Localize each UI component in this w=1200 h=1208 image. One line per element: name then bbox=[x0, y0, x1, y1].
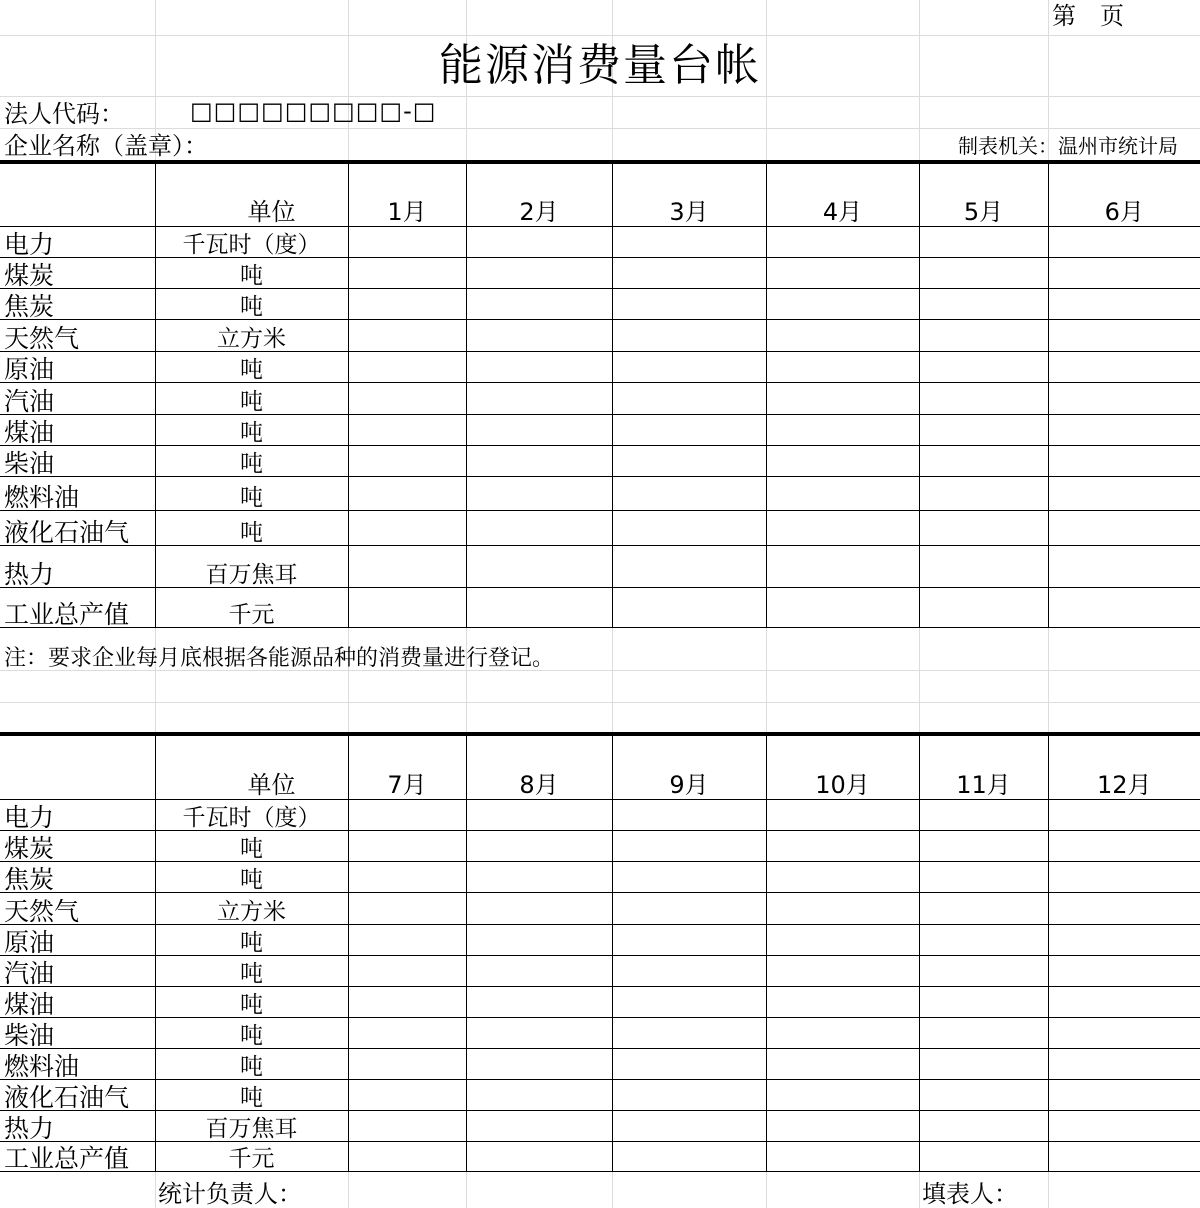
month-value-cell[interactable] bbox=[1048, 415, 1200, 446]
month-value-cell[interactable] bbox=[766, 511, 919, 546]
month-value-cell[interactable] bbox=[1048, 227, 1200, 258]
month-value-cell[interactable] bbox=[919, 588, 1048, 628]
month-value-cell[interactable] bbox=[766, 1018, 919, 1049]
unit-cell: 吨 bbox=[155, 289, 348, 320]
month-value-cell[interactable] bbox=[1048, 352, 1200, 383]
month-value-cell[interactable] bbox=[1048, 446, 1200, 477]
month-header: 7月 bbox=[348, 736, 466, 800]
energy-type-cell: 液化石油气 bbox=[0, 511, 155, 546]
table-row bbox=[0, 352, 1200, 383]
unit-cell: 百万焦耳 bbox=[155, 1111, 348, 1142]
table-row bbox=[0, 588, 1200, 628]
month-value-cell[interactable] bbox=[466, 415, 612, 446]
grid-line bbox=[0, 128, 1200, 129]
month-value-cell[interactable] bbox=[766, 893, 919, 925]
month-value-cell[interactable] bbox=[919, 352, 1048, 383]
month-value-cell[interactable] bbox=[612, 289, 766, 320]
month-value-cell[interactable] bbox=[466, 320, 612, 352]
month-value-cell[interactable] bbox=[612, 893, 766, 925]
month-value-cell[interactable] bbox=[919, 1111, 1048, 1142]
month-value-cell[interactable] bbox=[348, 956, 466, 987]
month-value-cell[interactable] bbox=[919, 511, 1048, 546]
month-header: 5月 bbox=[919, 164, 1048, 227]
month-header: 10月 bbox=[766, 736, 919, 800]
energy-type-cell: 柴油 bbox=[0, 1018, 155, 1049]
unit-column-header: 单位 bbox=[155, 736, 348, 800]
energy-type-cell: 热力 bbox=[0, 546, 155, 588]
month-value-cell[interactable] bbox=[1048, 1018, 1200, 1049]
month-value-cell[interactable] bbox=[612, 352, 766, 383]
month-value-cell[interactable] bbox=[466, 258, 612, 289]
table-row bbox=[0, 546, 1200, 588]
month-value-cell[interactable] bbox=[766, 446, 919, 477]
month-value-cell[interactable] bbox=[766, 925, 919, 956]
month-value-cell[interactable] bbox=[348, 1142, 466, 1172]
month-value-cell[interactable] bbox=[466, 800, 612, 831]
month-value-cell[interactable] bbox=[766, 956, 919, 987]
month-value-cell[interactable] bbox=[612, 831, 766, 862]
unit-cell: 吨 bbox=[155, 1049, 348, 1080]
energy-type-cell: 电力 bbox=[0, 800, 155, 831]
month-value-cell[interactable] bbox=[1048, 862, 1200, 893]
month-value-cell[interactable] bbox=[348, 800, 466, 831]
month-value-cell[interactable] bbox=[612, 546, 766, 588]
month-value-cell[interactable] bbox=[919, 925, 1048, 956]
energy-type-cell: 焦炭 bbox=[0, 289, 155, 320]
table-row bbox=[0, 383, 1200, 415]
month-value-cell[interactable] bbox=[919, 800, 1048, 831]
month-value-cell[interactable] bbox=[612, 477, 766, 511]
month-value-cell[interactable] bbox=[1048, 289, 1200, 320]
table-row bbox=[0, 862, 1200, 893]
month-value-cell[interactable] bbox=[1048, 1142, 1200, 1172]
header-blank-cell bbox=[0, 164, 155, 227]
energy-type-cell: 柴油 bbox=[0, 446, 155, 477]
month-header: 11月 bbox=[919, 736, 1048, 800]
month-value-cell[interactable] bbox=[766, 352, 919, 383]
month-value-cell[interactable] bbox=[612, 1111, 766, 1142]
table-row bbox=[0, 987, 1200, 1018]
month-value-cell[interactable] bbox=[466, 1111, 612, 1142]
month-value-cell[interactable] bbox=[612, 258, 766, 289]
month-value-cell[interactable] bbox=[612, 925, 766, 956]
month-value-cell[interactable] bbox=[612, 446, 766, 477]
unit-cell: 吨 bbox=[155, 862, 348, 893]
energy-type-cell: 煤油 bbox=[0, 987, 155, 1018]
month-value-cell[interactable] bbox=[1048, 383, 1200, 415]
table-row bbox=[0, 1111, 1200, 1142]
month-value-cell[interactable] bbox=[466, 1080, 612, 1111]
month-value-cell[interactable] bbox=[348, 925, 466, 956]
month-value-cell[interactable] bbox=[766, 800, 919, 831]
month-value-cell[interactable] bbox=[766, 383, 919, 415]
month-value-cell[interactable] bbox=[466, 925, 612, 956]
stats-head-label: 统计负责人： bbox=[158, 1180, 302, 1208]
month-value-cell[interactable] bbox=[348, 1018, 466, 1049]
month-value-cell[interactable] bbox=[919, 546, 1048, 588]
legal-code-label: 法人代码： bbox=[4, 100, 124, 128]
energy-type-cell: 煤油 bbox=[0, 415, 155, 446]
month-value-cell[interactable] bbox=[348, 477, 466, 511]
unit-cell: 千瓦时（度） bbox=[155, 227, 348, 258]
unit-cell: 吨 bbox=[155, 511, 348, 546]
month-value-cell[interactable] bbox=[919, 383, 1048, 415]
month-value-cell[interactable] bbox=[1048, 893, 1200, 925]
table-row bbox=[0, 511, 1200, 546]
month-value-cell[interactable] bbox=[466, 477, 612, 511]
unit-cell: 吨 bbox=[155, 383, 348, 415]
month-value-cell[interactable] bbox=[612, 511, 766, 546]
month-value-cell[interactable] bbox=[1048, 1111, 1200, 1142]
table-row bbox=[0, 925, 1200, 956]
filler-label: 填表人： bbox=[922, 1180, 1018, 1208]
month-value-cell[interactable] bbox=[1048, 258, 1200, 289]
table-row bbox=[0, 446, 1200, 477]
unit-cell: 吨 bbox=[155, 987, 348, 1018]
month-value-cell[interactable] bbox=[348, 383, 466, 415]
month-value-cell[interactable] bbox=[1048, 511, 1200, 546]
month-value-cell[interactable] bbox=[919, 1080, 1048, 1111]
table-row bbox=[0, 1049, 1200, 1080]
month-value-cell[interactable] bbox=[612, 415, 766, 446]
month-value-cell[interactable] bbox=[466, 227, 612, 258]
month-value-cell[interactable] bbox=[1048, 320, 1200, 352]
month-value-cell[interactable] bbox=[766, 415, 919, 446]
table-row bbox=[0, 1080, 1200, 1111]
table-row bbox=[0, 831, 1200, 862]
month-value-cell[interactable] bbox=[766, 1142, 919, 1172]
table-row bbox=[0, 320, 1200, 352]
header-row bbox=[0, 736, 1200, 800]
month-value-cell[interactable] bbox=[919, 227, 1048, 258]
unit-cell: 吨 bbox=[155, 352, 348, 383]
month-value-cell[interactable] bbox=[348, 415, 466, 446]
unit-column-header: 单位 bbox=[155, 164, 348, 227]
table-row bbox=[0, 800, 1200, 831]
month-value-cell[interactable] bbox=[348, 1111, 466, 1142]
energy-type-cell: 燃料油 bbox=[0, 1049, 155, 1080]
page-number-label: 第 页 bbox=[1052, 2, 1124, 30]
month-value-cell[interactable] bbox=[766, 1111, 919, 1142]
unit-cell: 吨 bbox=[155, 477, 348, 511]
month-value-cell[interactable] bbox=[919, 1049, 1048, 1080]
month-value-cell[interactable] bbox=[612, 1018, 766, 1049]
month-value-cell[interactable] bbox=[612, 227, 766, 258]
month-value-cell[interactable] bbox=[348, 289, 466, 320]
month-value-cell[interactable] bbox=[919, 956, 1048, 987]
month-value-cell[interactable] bbox=[348, 1049, 466, 1080]
unit-cell: 吨 bbox=[155, 1018, 348, 1049]
energy-type-cell: 原油 bbox=[0, 925, 155, 956]
table-row bbox=[0, 289, 1200, 320]
month-value-cell[interactable] bbox=[1048, 1049, 1200, 1080]
month-value-cell[interactable] bbox=[466, 1049, 612, 1080]
month-value-cell[interactable] bbox=[766, 320, 919, 352]
month-value-cell[interactable] bbox=[348, 511, 466, 546]
ledger-table-jul-dec bbox=[0, 735, 1200, 1172]
month-value-cell[interactable] bbox=[919, 862, 1048, 893]
month-header: 12月 bbox=[1048, 736, 1200, 800]
month-value-cell[interactable] bbox=[348, 893, 466, 925]
page-title: 能源消费量台帐 bbox=[439, 40, 761, 91]
month-value-cell[interactable] bbox=[612, 862, 766, 893]
month-value-cell[interactable] bbox=[1048, 925, 1200, 956]
month-value-cell[interactable] bbox=[466, 511, 612, 546]
month-value-cell[interactable] bbox=[466, 956, 612, 987]
unit-cell: 吨 bbox=[155, 1080, 348, 1111]
month-value-cell[interactable] bbox=[612, 800, 766, 831]
grid-line bbox=[0, 96, 1200, 97]
month-value-cell[interactable] bbox=[466, 383, 612, 415]
grid-line bbox=[0, 702, 1200, 703]
month-value-cell[interactable] bbox=[348, 546, 466, 588]
energy-type-cell: 电力 bbox=[0, 227, 155, 258]
month-value-cell[interactable] bbox=[612, 320, 766, 352]
table-row bbox=[0, 1018, 1200, 1049]
energy-type-cell: 天然气 bbox=[0, 893, 155, 925]
month-value-cell[interactable] bbox=[766, 546, 919, 588]
unit-cell: 千瓦时（度） bbox=[155, 800, 348, 831]
company-name-label: 企业名称（盖章）： bbox=[4, 132, 208, 160]
month-value-cell[interactable] bbox=[466, 1018, 612, 1049]
header-blank-cell bbox=[0, 736, 155, 800]
month-value-cell[interactable] bbox=[919, 1142, 1048, 1172]
table-row bbox=[0, 893, 1200, 925]
month-value-cell[interactable] bbox=[919, 1018, 1048, 1049]
month-value-cell[interactable] bbox=[766, 987, 919, 1018]
month-header: 6月 bbox=[1048, 164, 1200, 227]
unit-cell: 百万焦耳 bbox=[155, 546, 348, 588]
month-value-cell[interactable] bbox=[466, 987, 612, 1018]
month-value-cell[interactable] bbox=[1048, 831, 1200, 862]
unit-cell: 吨 bbox=[155, 956, 348, 987]
month-value-cell[interactable] bbox=[919, 258, 1048, 289]
month-value-cell[interactable] bbox=[766, 227, 919, 258]
month-value-cell[interactable] bbox=[348, 831, 466, 862]
month-value-cell[interactable] bbox=[612, 987, 766, 1018]
energy-type-cell: 天然气 bbox=[0, 320, 155, 352]
month-value-cell[interactable] bbox=[612, 383, 766, 415]
month-value-cell[interactable] bbox=[919, 415, 1048, 446]
month-value-cell[interactable] bbox=[766, 258, 919, 289]
month-value-cell[interactable] bbox=[348, 588, 466, 628]
month-value-cell[interactable] bbox=[348, 862, 466, 893]
unit-cell: 吨 bbox=[155, 925, 348, 956]
month-value-cell[interactable] bbox=[1048, 1080, 1200, 1111]
unit-cell: 吨 bbox=[155, 446, 348, 477]
month-value-cell[interactable] bbox=[1048, 477, 1200, 511]
month-value-cell[interactable] bbox=[1048, 800, 1200, 831]
unit-cell: 立方米 bbox=[155, 893, 348, 925]
energy-type-cell: 工业总产值 bbox=[0, 588, 155, 628]
month-value-cell[interactable] bbox=[348, 258, 466, 289]
month-value-cell[interactable] bbox=[612, 1049, 766, 1080]
energy-type-cell: 工业总产值 bbox=[0, 1142, 155, 1172]
month-value-cell[interactable] bbox=[466, 289, 612, 320]
month-value-cell[interactable] bbox=[766, 831, 919, 862]
month-header: 2月 bbox=[466, 164, 612, 227]
energy-type-cell: 原油 bbox=[0, 352, 155, 383]
month-value-cell[interactable] bbox=[919, 831, 1048, 862]
month-value-cell[interactable] bbox=[348, 352, 466, 383]
energy-type-cell: 燃料油 bbox=[0, 477, 155, 511]
month-value-cell[interactable] bbox=[1048, 546, 1200, 588]
month-value-cell[interactable] bbox=[919, 320, 1048, 352]
month-header: 9月 bbox=[612, 736, 766, 800]
month-header: 1月 bbox=[348, 164, 466, 227]
month-value-cell[interactable] bbox=[466, 893, 612, 925]
unit-cell: 立方米 bbox=[155, 320, 348, 352]
month-value-cell[interactable] bbox=[919, 446, 1048, 477]
month-value-cell[interactable] bbox=[612, 1142, 766, 1172]
energy-type-cell: 热力 bbox=[0, 1111, 155, 1142]
table-row bbox=[0, 227, 1200, 258]
month-value-cell[interactable] bbox=[348, 320, 466, 352]
month-value-cell[interactable] bbox=[348, 446, 466, 477]
month-value-cell[interactable] bbox=[348, 227, 466, 258]
unit-cell: 千元 bbox=[155, 1142, 348, 1172]
month-value-cell[interactable] bbox=[919, 289, 1048, 320]
month-header: 8月 bbox=[466, 736, 612, 800]
energy-type-cell: 汽油 bbox=[0, 383, 155, 415]
table-row bbox=[0, 415, 1200, 446]
month-value-cell[interactable] bbox=[766, 862, 919, 893]
month-value-cell[interactable] bbox=[766, 477, 919, 511]
legal-code-value: □□□□□□□□□-□ bbox=[190, 97, 437, 125]
table-row bbox=[0, 477, 1200, 511]
month-value-cell[interactable] bbox=[466, 588, 612, 628]
table-row bbox=[0, 258, 1200, 289]
energy-type-cell: 汽油 bbox=[0, 956, 155, 987]
unit-cell: 千元 bbox=[155, 588, 348, 628]
month-value-cell[interactable] bbox=[766, 1080, 919, 1111]
month-value-cell[interactable] bbox=[766, 289, 919, 320]
month-value-cell[interactable] bbox=[919, 893, 1048, 925]
month-value-cell[interactable] bbox=[466, 831, 612, 862]
month-value-cell[interactable] bbox=[612, 956, 766, 987]
grid-line bbox=[0, 35, 1200, 36]
month-value-cell[interactable] bbox=[919, 477, 1048, 511]
energy-type-cell: 焦炭 bbox=[0, 862, 155, 893]
month-header: 3月 bbox=[612, 164, 766, 227]
month-value-cell[interactable] bbox=[348, 1080, 466, 1111]
month-value-cell[interactable] bbox=[612, 588, 766, 628]
month-value-cell[interactable] bbox=[1048, 987, 1200, 1018]
month-value-cell[interactable] bbox=[466, 546, 612, 588]
month-value-cell[interactable] bbox=[612, 1080, 766, 1111]
month-value-cell[interactable] bbox=[919, 987, 1048, 1018]
month-value-cell[interactable] bbox=[766, 1049, 919, 1080]
month-value-cell[interactable] bbox=[348, 987, 466, 1018]
energy-type-cell: 液化石油气 bbox=[0, 1080, 155, 1111]
month-value-cell[interactable] bbox=[766, 588, 919, 628]
unit-cell: 吨 bbox=[155, 258, 348, 289]
table-row bbox=[0, 1142, 1200, 1172]
energy-type-cell: 煤炭 bbox=[0, 258, 155, 289]
month-value-cell[interactable] bbox=[466, 446, 612, 477]
unit-cell: 吨 bbox=[155, 831, 348, 862]
issuing-authority: 制表机关：温州市统计局 bbox=[958, 134, 1178, 158]
table-row bbox=[0, 956, 1200, 987]
unit-cell: 吨 bbox=[155, 415, 348, 446]
ledger-table-jan-jun bbox=[0, 163, 1200, 628]
month-value-cell[interactable] bbox=[466, 862, 612, 893]
month-value-cell[interactable] bbox=[1048, 588, 1200, 628]
month-header: 4月 bbox=[766, 164, 919, 227]
energy-type-cell: 煤炭 bbox=[0, 831, 155, 862]
month-value-cell[interactable] bbox=[466, 1142, 612, 1172]
month-value-cell[interactable] bbox=[1048, 956, 1200, 987]
month-value-cell[interactable] bbox=[466, 352, 612, 383]
footnote: 注：要求企业每月底根据各能源品种的消费量进行登记。 bbox=[4, 646, 555, 671]
header-row bbox=[0, 164, 1200, 227]
